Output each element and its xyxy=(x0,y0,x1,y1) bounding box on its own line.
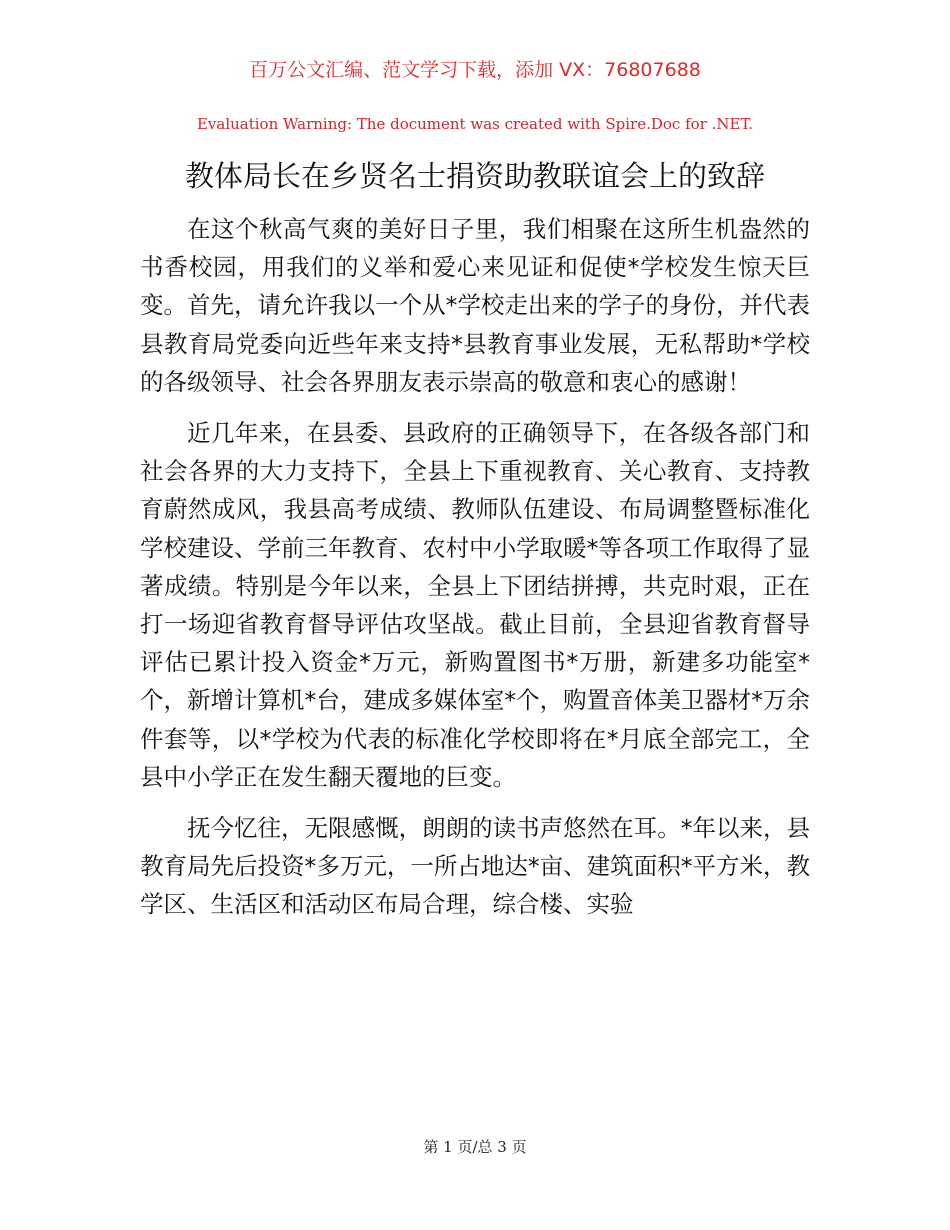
paragraph: 在这个秋高气爽的美好日子里，我们相聚在这所生机盎然的书香校园，用我们的义举和爱心来见证和促使*学校发生惊天巨变。首先，请允许我以一个从*学校走出来的学子的身份，并代表县教育局党委向近些年来支持*县教育事业发展，无私帮助*学校的各级领导、社会各界朋友表示崇高的敬意和衷心的感谢！ xyxy=(140,215,810,396)
evaluation-warning: Evaluation Warning: The document was created with Spire.Doc for .NET. xyxy=(196,115,754,133)
header-banner: 百万公文汇编、范文学习下载，添加 VX：76807688 xyxy=(249,59,701,81)
document-title: 教体局长在乡贤名士捐资助教联谊会上的致辞 xyxy=(184,159,765,193)
paragraph: 近几年来，在县委、县政府的正确领导下，在各级各部门和社会各界的大力支持下，全县上下重视教育、关心教育、支持教育蔚然成风，我县高考成绩、教师队伍建设、布局调整暨标准化学校建设、学前三年教育、农村中小学取暖*等各项工作取得了显著成绩。特别是今年以来，全县上下团结拼搏，共克时艰，正在打一场迎省教育督导评估攻坚战。截止目前，全县迎省教育督导评估已累计投入资金*万元，新购置图书*万册，新建多功能室*个，新增计算机*台，建成多媒体室*个，购置音体美卫器材*万余件套等，以*学校为代表的标准化学校即将在*月底全部完工，全县中小学正在发生翻天覆地的巨变。 xyxy=(140,419,810,791)
document-body xyxy=(140,210,810,937)
paragraph: 抚今忆往，无限感慨，朗朗的读书声悠然在耳。*年以来，县教育局先后投资*多万元，一所占地达*亩、建筑面积*平方米，教学区、生活区和活动区布局合理，综合楼、实验 xyxy=(140,814,810,919)
page-number-footer: 第 1 页/总 3 页 xyxy=(423,1138,527,1156)
